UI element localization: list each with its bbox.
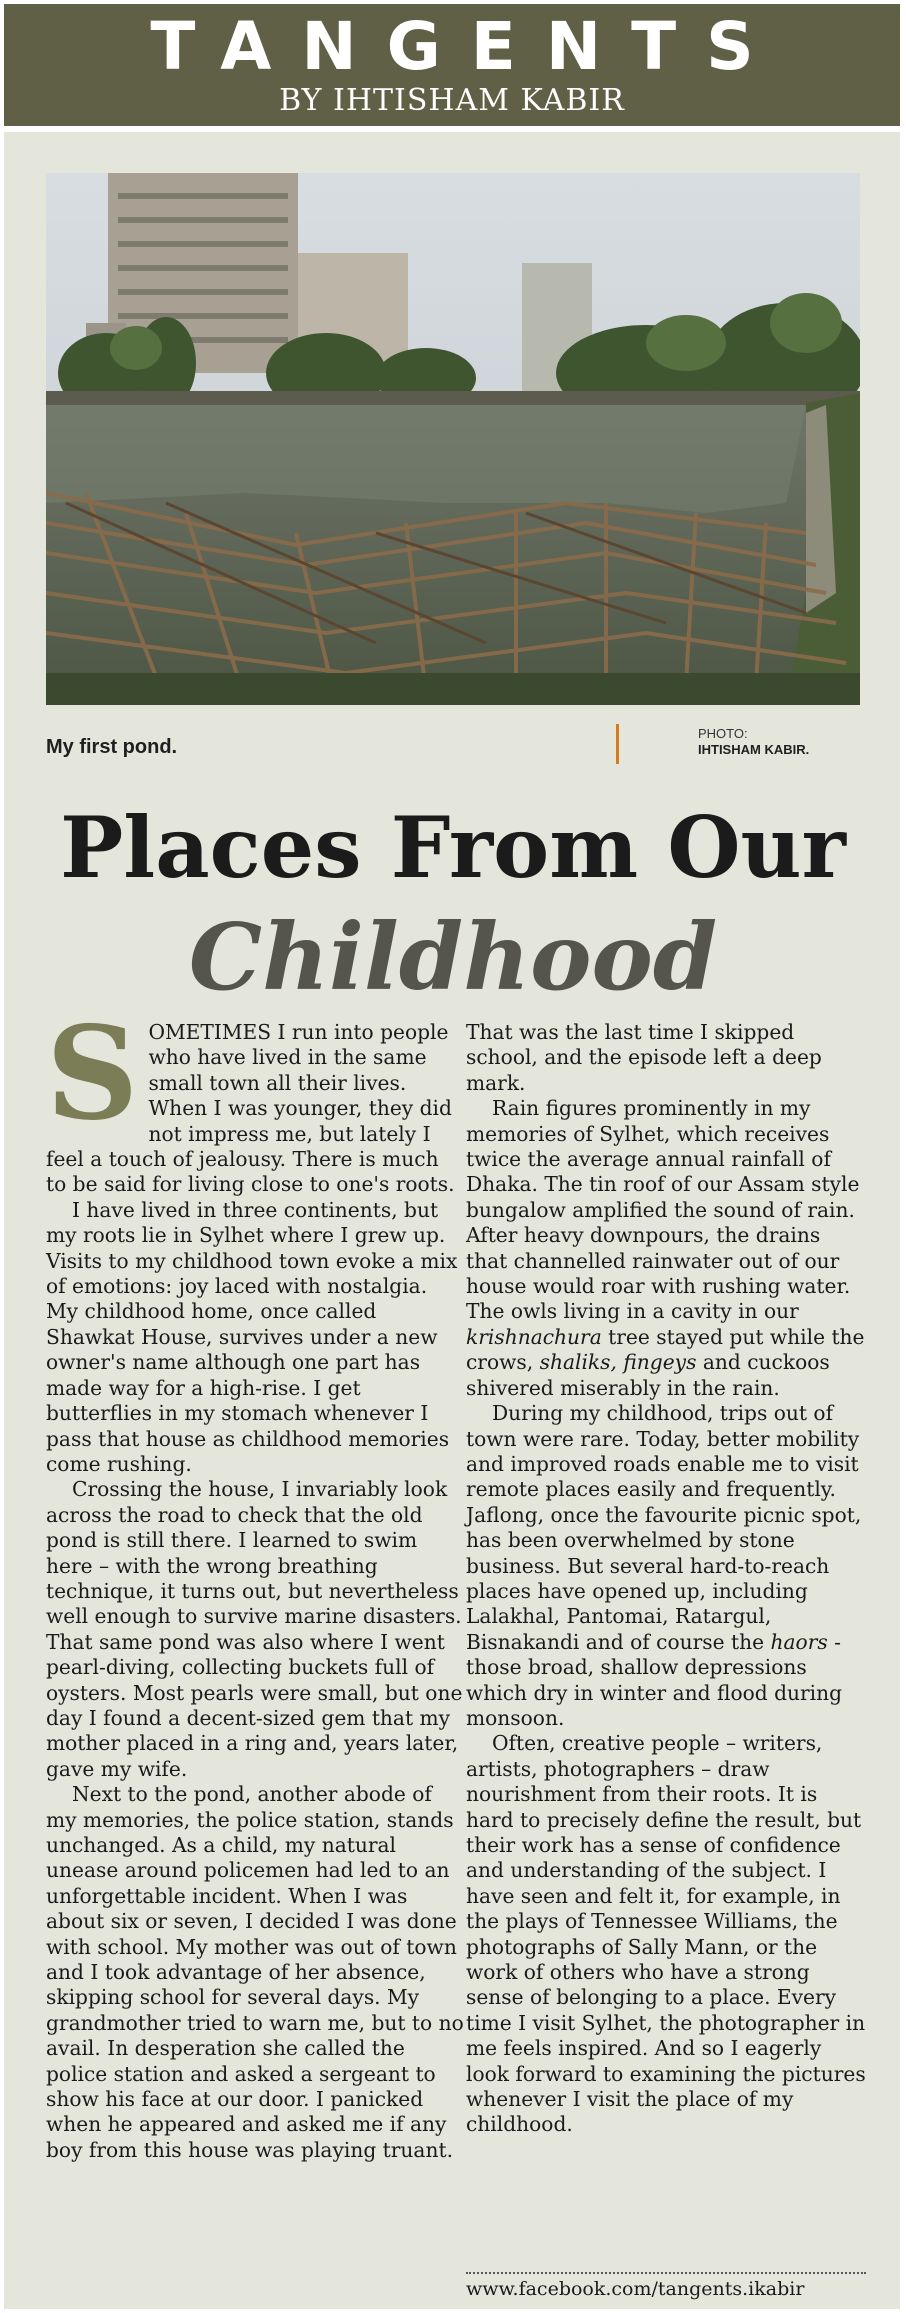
footer-divider	[466, 2272, 866, 2274]
paragraph: Often, creative people – writers, artists, photographers – draw nourishment from their roots. It is hard to precisely define the result, but their work has a sense of confidence and understanding of the subject. I have seen and felt it, for example, in the plays of Tennessee Williams, the photographs of Sally Mann, or the work of others who have a strong sense of belonging to a place. Every time I visit Sylhet, the photographer in me feels inspired. And so I eagerly look forward to examining the pictures whenever I visit the place of my childhood.	[466, 1731, 866, 2137]
paragraph: During my childhood, trips out of town were rare. Today, better mobility and improved roads enable me to visit remote places easily and frequently. Jaflong, once the favourite picnic spot, has been overwhelmed by stone business. But several hard-to-reach places have opened up, including Lalakhal, Pantomai, Ratargul, Bisnakandi and of course the haors - those broad, shallow depressions which dry in winter and flood during monsoon.	[466, 1401, 862, 1730]
article-column-left	[46, 999, 464, 2163]
caption-divider	[616, 724, 619, 764]
paragraph: SOMETIMES I run into people who have lived in the same small town all their lives. When I was younger, they did not impress me, but lately I feel a touch of jealousy. There is much to be said for living close to one's roots.	[46, 999, 455, 1197]
paragraph: Rain figures prominently in my memories of Sylhet, which receives twice the average annual rainfall of Dhaka. The tin roof of our Assam style bungalow amplified the sound of rain. After heavy downpours, the drains that channelled rainwater out of our house would roar with rushing water. The owls living in a cavity in our krishnachura tree stayed put while the crows, shaliks, fingeys and cuckoos shivered miserably in the rain.	[466, 1096, 865, 1400]
column-header	[4, 4, 900, 126]
paragraph: Next to the pond, another abode of my memories, the police station, stands unchanged. As a child, my natural unease around policemen had led to an unforgettable incident. When I was about six or seven, I decided I was done with school. My mother was out of town and I took advantage of her absence, skipping school for several days. My grandmother tried to warn me, but to no avail. In desperation she called the police station and asked a sergeant to show his face at our door. I panicked when he appeared and asked me if any boy from this house was playing truant.	[46, 1782, 464, 2162]
column-title: TANGENTS	[150, 8, 784, 85]
headline-line-1: Places From Our	[60, 798, 846, 897]
paragraph: Crossing the house, I invariably look across the road to check that the old pond is still there. I learned to swim here – with the wrong breathing technique, it turns out, but nevertheless well enough to survive marine disasters. That same pond was also where I went pearl-diving, collecting buckets full of oysters. Most pearls were small, but one day I found a decent-sized gem that my mother placed in a ring and, years later, gave my wife.	[46, 1477, 463, 1781]
photo-caption-bar	[46, 720, 860, 776]
facebook-link[interactable]: www.facebook.com/tangents.ikabir	[466, 2278, 805, 2300]
paragraph: That was the last time I skipped school, and the episode left a deep mark.	[466, 1020, 822, 1095]
article-column-right	[466, 1020, 866, 2138]
paragraph: I have lived in three continents, but my roots lie in Sylhet where I grew up. Visits to my childhood town evoke a mix of emotions: joy laced with nostalgia. My childhood home, once called Shawkat House, survives under a new owner's name although one part has made way for a high-rise. I get butterflies in my stomach whenever I pass that house as childhood memories come rushing.	[46, 1197, 458, 1476]
photo-credit-name: IHTISHAM KABIR.	[698, 742, 810, 757]
headline-line-2: Childhood	[188, 903, 718, 1011]
photo-credit-label: PHOTO:	[698, 726, 748, 741]
drop-cap: S	[46, 999, 139, 1149]
pond-photo	[46, 173, 860, 705]
photo-credit	[698, 726, 809, 758]
photo-caption: My first pond.	[46, 736, 178, 758]
column-byline: BY IHTISHAM KABIR	[279, 83, 625, 118]
